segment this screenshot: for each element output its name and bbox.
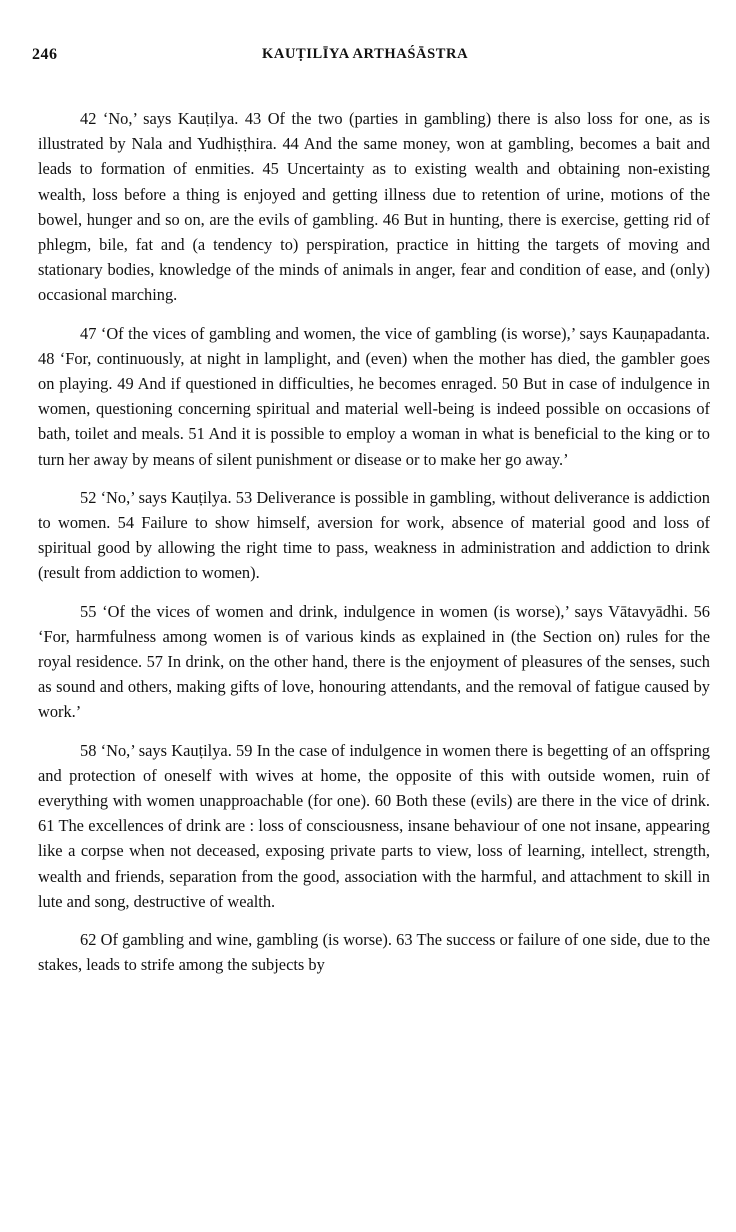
paragraph-62: 62 Of gambling and wine, gambling (is worse). 63 The success or failure of one side, due to the stakes, leads to strife among the subjects by — [38, 930, 710, 975]
running-title: KAUṬILĪYA ARTHAŚĀSTRA — [262, 46, 469, 62]
paragraph-47: 47 ‘Of the vices of gambling and women, the vice of gambling (is worse),’ says Kauṇapadanta. 48 ‘For, continuously, at night in lamplight, and (even) when the mother has died, the gambler goes on playing. 49 And if questioned in difficulties, he becomes enraged. 50 But in case of indulgence in women, questioning concerning spiritual and material well-being is indeed possible on occasions of bath, toilet and meals. 51 And it is possible to employ a woman in what is beneficial to the king or to turn her away by means of silent punishment or disease or to make her go away.’ — [38, 323, 710, 469]
body-text — [38, 106, 710, 991]
paragraph-55: 55 ‘Of the vices of women and drink, indulgence in women (is worse),’ says Vātavyādhi. 56 ‘For, harmfulness among women is of various kinds as explained in (the Section on) rules for the royal residence. 57 In drink, on the other hand, there is the enjoyment of pleasures of the senses, such as sound and others, making gifts of love, honouring attendants, and the removal of fatigue caused by work.’ — [38, 601, 710, 722]
paragraph-42: 42 ‘No,’ says Kauṭilya. 43 Of the two (parties in gambling) there is also loss for one, as is illustrated by Nala and Yudhiṣṭhira. 44 And the same money, won at gambling, becomes a bait and leads to formation of enmities. 45 Uncertainty as to existing wealth and obtaining non-existing wealth, loss before a thing is enjoyed and getting illness due to retention of urine, motions of the bowel, hunger and so on, are the evils of gambling. 46 But in hunting, there is exercise, getting rid of phlegm, bile, fat and (a tendency to) perspiration, practice in hitting the targets of moving and stationary bodies, knowledge of the minds of animals in anger, fear and condition of ease, and (only) occasional marching. — [38, 109, 710, 305]
page-number: 246 — [32, 46, 58, 63]
page-header — [32, 46, 704, 70]
paragraph-52: 52 ‘No,’ says Kauṭilya. 53 Deliverance is possible in gambling, without deliverance is addiction to women. 54 Failure to show himself, aversion for work, absence of material good and loss of spiritual good by allowing the right time to pass, weakness in administration and addiction to drink (result from addiction to women). — [38, 487, 710, 583]
paragraph-58: 58 ‘No,’ says Kauṭilya. 59 In the case of indulgence in women there is begetting of an offspring and protection of oneself with wives at home, the opposite of this with outside women, ruin of everything with women unapproachable (for one). 60 Both these (evils) are there in the vice of drink. 61 The excellences of drink are : loss of consciousness, insane behaviour of one not insane, appearing like a corpse when not deceased, exposing private parts to view, loss of learning, intellect, strength, wealth and friends, separation from the good, association with the harmful, and attachment to skill in lute and song, destructive of wealth. — [38, 740, 710, 911]
